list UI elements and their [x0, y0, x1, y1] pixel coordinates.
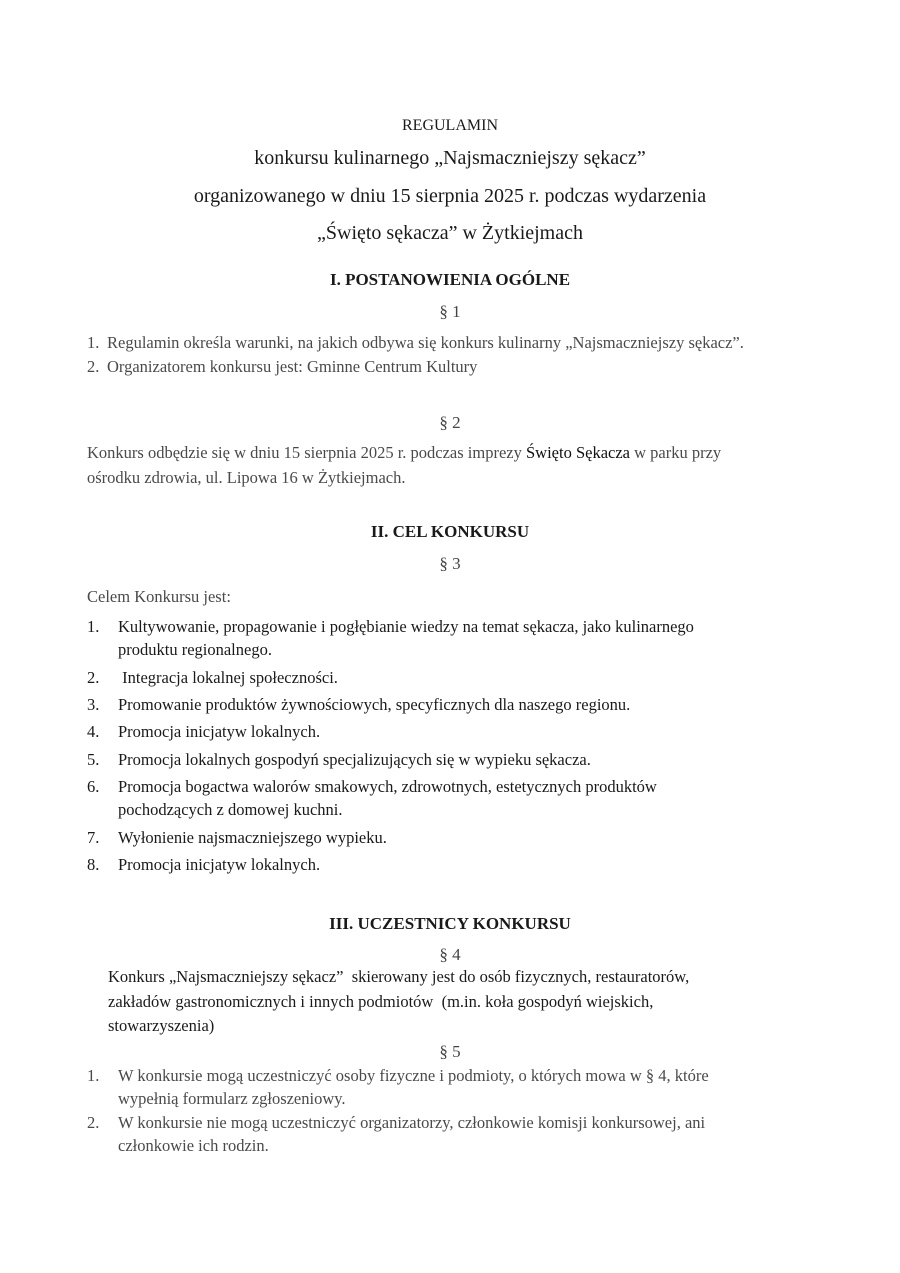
list-number: 8. [87, 855, 100, 874]
list-text: Promowanie produktów żywnościowych, specyficznych dla naszego regionu. [118, 695, 631, 714]
paragraph-text-line2: ośrodku zdrowia, ul. Lipowa 16 w Żytkiejmach. [87, 468, 406, 487]
paragraph-sign-1: § 1 [439, 302, 461, 321]
paragraph-text-line2: zakładów gastronomicznych i innych podmiotów (m.in. koła gospodyń wiejskich, [108, 992, 654, 1011]
list-number: 1. [87, 1066, 100, 1085]
document-subtitle-line2: organizowanego w dniu 15 sierpnia 2025 r. podczas wydarzenia [193, 185, 707, 207]
list-text: W konkursie nie mogą uczestniczyć organizatorzy, członkowie komisji konkursowej, ani [118, 1113, 706, 1132]
list-text-continued: pochodzących z domowej kuchni. [118, 800, 343, 819]
section-heading-goal: II. CEL KONKURSU [370, 522, 530, 541]
list-number: 7. [87, 828, 100, 847]
paragraph-text-line3: stowarzyszenia) [108, 1016, 215, 1035]
list-text: Promocja lokalnych gospodyń specjalizujących się w wypieku sękacza. [118, 750, 591, 769]
list-number: 2. [87, 357, 100, 376]
paragraph-text: Konkurs „Najsmaczniejszy sękacz” skierowany jest do osób fizycznych, restauratorów, [108, 967, 690, 986]
document-title: REGULAMIN [402, 117, 498, 134]
list-number: 4. [87, 722, 100, 741]
paragraph-text-part: Konkurs odbędzie się w dniu 15 sierpnia 2025 r. podczas imprezy [87, 443, 526, 462]
list-number: 3. [87, 695, 100, 714]
list-text: Kultywowanie, propagowanie i pogłębianie wiedzy na temat sękacza, jako kulinarnego [118, 617, 694, 636]
event-name: Święto Sękacza [525, 443, 630, 462]
list-text: Integracja lokalnej społeczności. [118, 668, 338, 687]
section-heading-participants: III. UCZESTNICY KONKURSU [329, 914, 571, 933]
list-text: Promocja inicjatyw lokalnych. [118, 722, 321, 741]
list-number: 1. [87, 333, 100, 352]
list-text: Promocja inicjatyw lokalnych. [118, 855, 321, 874]
list-number: 5. [87, 750, 100, 769]
list-text: Organizatorem konkursu jest: Gminne Centrum Kultury [107, 357, 478, 376]
list-text: Regulamin określa warunki, na jakich odbywa się konkurs kulinarny „Najsmaczniejszy sękacz”. [107, 333, 744, 352]
paragraph-text-part: w parku przy [630, 443, 722, 462]
paragraph-sign-4: § 4 [439, 945, 461, 964]
list-number: 2. [87, 1113, 100, 1132]
list-text-continued: produktu regionalnego. [118, 640, 272, 659]
list-number: 1. [87, 617, 100, 636]
list-text: W konkursie mogą uczestniczyć osoby fizyczne i podmioty, o których mowa w § 4, które [118, 1066, 709, 1085]
paragraph-sign-2: § 2 [439, 413, 461, 432]
list-text: Wyłonienie najsmaczniejszego wypieku. [118, 828, 387, 847]
list-text: Promocja bogactwa walorów smakowych, zdrowotnych, estetycznych produktów [118, 777, 657, 796]
paragraph-text [87, 443, 721, 463]
paragraph-sign-3: § 3 [439, 554, 461, 573]
paragraph-sign-5: § 5 [439, 1042, 461, 1061]
list-text-continued: członkowie ich rodzin. [118, 1136, 269, 1155]
list-number: 2. [87, 668, 100, 687]
goals-intro: Celem Konkursu jest: [87, 587, 231, 606]
section-heading-general: I. POSTANOWIENIA OGÓLNE [329, 270, 571, 289]
document-subtitle-line1: konkursu kulinarnego „Najsmaczniejszy sękacz” [254, 147, 646, 169]
list-text-continued: wypełnią formularz zgłoszeniowy. [118, 1089, 346, 1108]
list-number: 6. [87, 777, 100, 796]
document-subtitle-line3: „Święto sękacza” w Żytkiejmach [317, 222, 583, 244]
